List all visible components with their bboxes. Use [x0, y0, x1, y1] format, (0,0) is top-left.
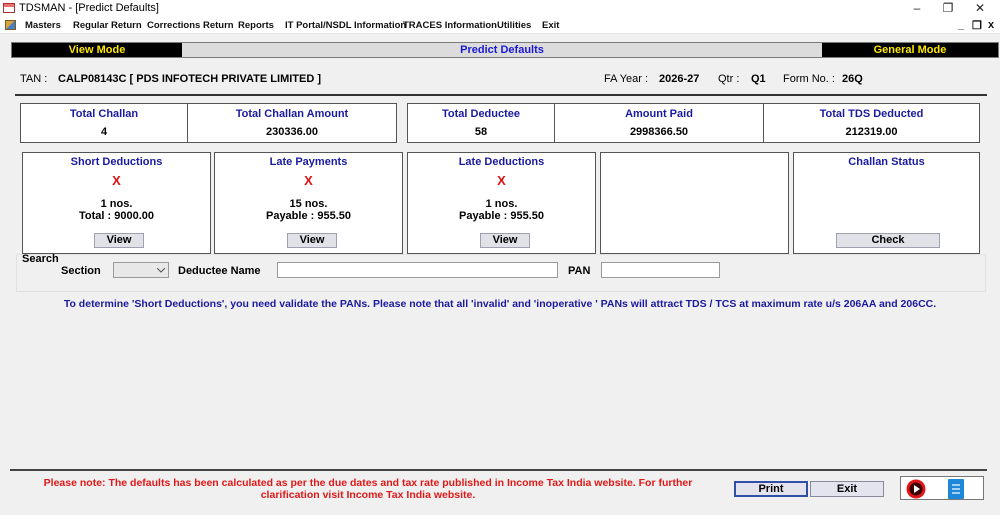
- qtr-label: Qtr :: [718, 73, 740, 85]
- header-divider: [15, 94, 987, 96]
- close-button[interactable]: ✕: [974, 1, 986, 15]
- minimize-button[interactable]: –: [913, 1, 921, 15]
- view-short-deductions-button[interactable]: View: [94, 233, 144, 248]
- menu-traces[interactable]: TRACES Information: [403, 20, 497, 31]
- menu-masters[interactable]: Masters: [25, 20, 61, 31]
- title-bar: [0, 0, 1000, 17]
- help-document-icon[interactable]: [947, 479, 965, 499]
- summary-challan-box: [20, 103, 397, 143]
- summary-label: Total Deductee: [441, 108, 521, 120]
- summary-label: Amount Paid: [625, 108, 693, 120]
- card-payable: Payable : 955.50: [458, 210, 544, 222]
- card-count: 1 nos.: [485, 198, 518, 210]
- summary-total-challan-amount: [188, 104, 396, 142]
- check-challan-status-button[interactable]: Check: [836, 233, 940, 248]
- form-no-value: 26Q: [842, 73, 863, 85]
- search-heading: Search: [22, 253, 59, 265]
- card-empty: [600, 152, 789, 254]
- pan-input[interactable]: [601, 262, 720, 278]
- summary-total-tds-deducted: [764, 104, 979, 142]
- fa-year-value: 2026-27: [659, 73, 700, 85]
- maximize-button[interactable]: ❐: [942, 1, 954, 15]
- card-count: 1 nos.: [100, 198, 133, 210]
- view-late-deductions-button[interactable]: View: [480, 233, 530, 248]
- summary-label: Total Challan Amount: [235, 108, 349, 120]
- chevron-down-icon: [157, 268, 165, 273]
- card-late-payments: [214, 152, 403, 254]
- summary-total-challan: [21, 104, 188, 142]
- menu-utilities[interactable]: Utilities: [497, 20, 532, 31]
- card-title: Short Deductions: [70, 156, 163, 168]
- menu-regular-return[interactable]: Regular Return: [73, 20, 142, 31]
- mdi-minimize-button[interactable]: _: [958, 19, 965, 31]
- card-total: Total : 9000.00: [79, 210, 154, 222]
- summary-total-deductee: [408, 104, 555, 142]
- section-label: Section: [61, 265, 101, 277]
- summary-value: 58: [474, 126, 488, 138]
- error-mark-icon: X: [497, 173, 506, 188]
- section-dropdown[interactable]: [113, 262, 169, 278]
- summary-deductee-box: [407, 103, 980, 143]
- error-mark-icon: X: [112, 173, 121, 188]
- menu-exit[interactable]: Exit: [542, 20, 560, 31]
- tan-value: CALP08143C [ PDS INFOTECH PRIVATE LIMITED ]: [58, 73, 322, 85]
- deductee-name-input[interactable]: [277, 262, 558, 278]
- view-late-payments-button[interactable]: View: [287, 233, 337, 248]
- mode-bar: [11, 42, 999, 58]
- card-title: Late Payments: [269, 156, 348, 168]
- pan-validation-info: To determine 'Short Deductions', you need validate the PANs. Please note that all 'invalid' and 'inoperative ' PANs will attract TDS / TCS at maximum rate u/s 206AA and 206CC.: [63, 298, 937, 310]
- menu-reports[interactable]: Reports: [238, 20, 274, 31]
- menu-corrections-return[interactable]: Corrections Return: [147, 20, 234, 31]
- footer-divider: [10, 469, 987, 471]
- summary-value: 212319.00: [845, 126, 898, 138]
- menu-bar: [0, 17, 1000, 34]
- card-payable: Payable : 955.50: [265, 210, 351, 222]
- card-late-deductions: [407, 152, 596, 254]
- summary-value: 4: [100, 126, 108, 138]
- app-icon: [3, 3, 15, 13]
- tan-label: TAN :: [20, 73, 48, 85]
- exit-button[interactable]: Exit: [810, 481, 884, 497]
- window-title: TDSMAN - [Predict Defaults]: [19, 2, 159, 14]
- summary-amount-paid: [555, 104, 764, 142]
- deductee-name-label: Deductee Name: [178, 265, 261, 277]
- print-button[interactable]: Print: [734, 481, 808, 497]
- card-challan-status: [793, 152, 980, 254]
- mdi-child-icon[interactable]: [5, 20, 16, 30]
- pan-label: PAN: [568, 265, 591, 277]
- summary-value: 230336.00: [266, 126, 318, 138]
- fa-year-label: FA Year :: [604, 73, 649, 85]
- defaults-disclaimer: Please note: The defaults has been calculated as per the due dates and tax rate published in Income Tax India website. For further clarification visit Income Tax India website.: [43, 477, 693, 501]
- qtr-value: Q1: [751, 73, 766, 85]
- card-short-deductions: [22, 152, 211, 254]
- mdi-close-button[interactable]: x: [988, 19, 995, 31]
- mdi-restore-button[interactable]: ❐: [972, 20, 982, 32]
- page-title: Predict Defaults: [182, 43, 822, 57]
- summary-label: Total TDS Deducted: [819, 108, 924, 120]
- card-count: 15 nos.: [289, 198, 328, 210]
- help-media-panel: [900, 476, 984, 500]
- play-video-icon[interactable]: [906, 479, 926, 499]
- menu-it-portal[interactable]: IT Portal/NSDL Information: [285, 20, 407, 31]
- card-title: Late Deductions: [458, 156, 545, 168]
- summary-value: 2998366.50: [629, 126, 689, 138]
- card-title: Challan Status: [848, 156, 925, 168]
- form-no-label: Form No. :: [783, 73, 835, 85]
- view-mode-label: View Mode: [12, 43, 182, 57]
- error-mark-icon: X: [304, 173, 313, 188]
- general-mode-label: General Mode: [822, 43, 998, 57]
- summary-label: Total Challan: [69, 108, 139, 120]
